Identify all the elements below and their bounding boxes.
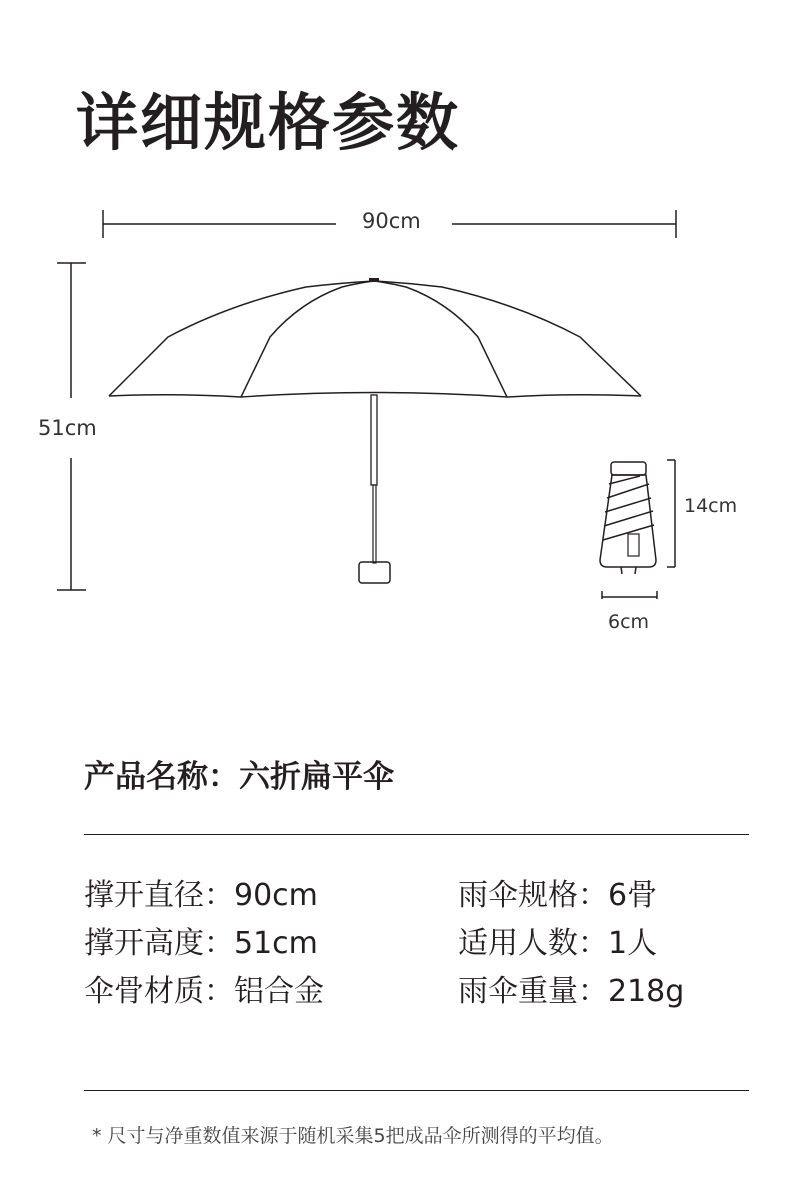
spec-ribs	[458, 878, 658, 913]
spec-label: 撑开直径：	[84, 878, 234, 913]
spec-value: 6骨	[608, 878, 658, 913]
folded-length-dimension-line	[667, 460, 675, 567]
product-name	[84, 759, 394, 795]
spec-material	[84, 974, 324, 1009]
spec-value: 51cm	[234, 926, 318, 961]
spec-diameter	[84, 878, 318, 913]
folded-width-dimension-line	[602, 591, 657, 599]
footnote: * 尺寸与净重数值来源于随机采集5把成品伞所测得的平均值。	[92, 1125, 614, 1147]
spec-value: 218g	[608, 974, 685, 1009]
spec-label: 伞骨材质：	[84, 974, 234, 1009]
folded-length-label: 14cm	[684, 495, 738, 517]
spec-label: 撑开高度：	[84, 926, 234, 961]
spec-value: 90cm	[234, 878, 318, 913]
product-name-value: 六折扁平伞	[239, 759, 394, 795]
spec-value: 铝合金	[234, 974, 324, 1009]
spec-label: 适用人数：	[458, 926, 608, 961]
spec-label: 雨伞规格：	[458, 878, 608, 913]
folded-umbrella-icon	[600, 462, 656, 574]
divider-bottom	[84, 1090, 749, 1091]
spec-weight	[458, 974, 685, 1009]
open-umbrella-icon	[109, 278, 641, 583]
spec-label: 雨伞重量：	[458, 974, 608, 1009]
product-name-label: 产品名称：	[84, 759, 239, 795]
folded-width-label: 6cm	[608, 611, 650, 633]
page-title: 详细规格参数	[76, 86, 461, 159]
diameter-label: 90cm	[362, 209, 421, 233]
spec-value: 1人	[608, 926, 658, 961]
divider-top	[84, 834, 749, 835]
height-label: 51cm	[38, 416, 97, 440]
spec-capacity	[458, 926, 658, 961]
spec-height	[84, 926, 318, 961]
